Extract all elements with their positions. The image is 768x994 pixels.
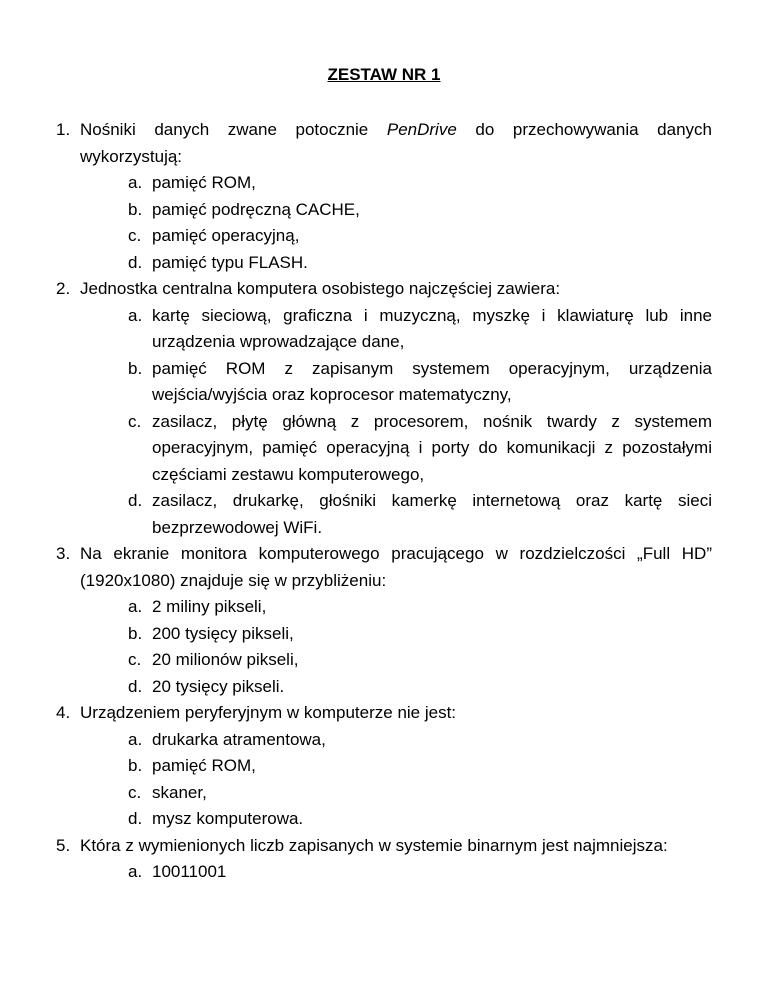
answer-item [128,859,712,886]
question-text: Na ekranie monitora komputerowego pracującego w rozdzielczości „Full HD” (1920x1080) znajduje się w przybliżeniu: [80,544,712,590]
answer-text: 200 tysięcy pikseli, [152,623,294,643]
answer-letter: d. [128,491,143,510]
question-number: 5. [56,835,71,855]
answer-item [128,170,712,197]
answer-text: zasilacz, drukarkę, głośniki kamerkę internetową oraz kartę sieci bezprzewodowej WiFi. [152,491,712,537]
question-1 [56,117,712,276]
answer-text: pamięć typu FLASH. [152,252,308,272]
answer-text: 20 milionów pikseli, [152,650,299,669]
answer-list [80,727,712,833]
question-text: Nośniki danych zwane potocznie PenDrive do przechowywania danych wykorzystują: [80,120,712,166]
answer-letter: a. [128,862,143,881]
answer-item [128,780,712,807]
answer-text: kartę sieciową, graficzna i muzyczną, myszkę i klawiaturę lub inne urządzenia wprowadzające dane, [152,305,712,351]
answer-letter: c. [128,411,142,431]
answer-letter: a. [128,305,143,325]
answer-item [128,806,712,833]
answer-item [128,197,712,224]
answer-letter: c. [128,650,142,669]
answer-text: 2 miliny pikseli, [152,597,267,616]
answer-text: pamięć ROM z zapisanym systemem operacyjnym, urządzenia wejścia/wyjścia oraz koprocesor matematyczny, [152,358,712,404]
answer-text: zasilacz, płytę główną z procesorem, nośnik twardy z systemem operacyjnym, pamięć operacyjną i porty do komunikacji z pozostałymi częściami zestawu komputerowego, [152,411,712,484]
answer-item [128,223,712,250]
answer-list [80,170,712,276]
question-list [56,117,712,886]
answer-letter: b. [128,199,143,219]
answer-text: 20 tysięcy pikseli. [152,676,285,696]
answer-item [128,488,712,541]
question-number: 2. [56,279,71,298]
pendrive-term: PenDrive [386,120,457,139]
question-text: Jednostka centralna komputera osobistego najczęściej zawiera: [80,279,561,298]
question-number: 1. [56,120,71,139]
answer-letter: a. [128,729,143,749]
answer-letter: a. [128,597,143,616]
answer-letter: b. [128,358,143,378]
answer-list [80,303,712,542]
answer-text: drukarka atramentowa, [152,729,326,749]
answer-letter: d. [128,809,143,828]
answer-item [128,303,712,356]
question-text: Urządzeniem peryferyjnym w komputerze nie jest: [80,703,457,722]
answer-text: pamięć ROM, [152,756,256,775]
question-3 [56,541,712,700]
answer-letter: b. [128,756,143,775]
answer-letter: a. [128,173,143,192]
page-title: ZESTAW NR 1 [327,65,441,84]
answer-item [128,647,712,674]
answer-item [128,250,712,277]
question-number: 4. [56,703,71,722]
question-5 [56,833,712,886]
answer-list [80,594,712,700]
answer-item [128,594,712,621]
answer-letter: d. [128,676,143,696]
answer-text: skaner, [152,782,207,802]
answer-item [128,409,712,489]
answer-text: mysz komputerowa. [152,809,304,828]
answer-letter: c. [128,226,142,245]
answer-text: pamięć ROM, [152,173,256,192]
question-number: 3. [56,544,71,563]
answer-list [80,859,712,886]
answer-item [128,674,712,701]
question-4 [56,700,712,833]
answer-item [128,621,712,648]
question-2 [56,276,712,541]
answer-item [128,753,712,780]
answer-letter: b. [128,623,143,643]
answer-text: 10011001 [152,862,227,881]
answer-item [128,356,712,409]
question-text: Która z wymienionych liczb zapisanych w systemie binarnym jest najmniejsza: [80,835,668,855]
answer-text: pamięć operacyjną, [152,226,300,245]
answer-text: pamięć podręczną CACHE, [152,199,360,219]
answer-letter: d. [128,252,143,272]
answer-letter: c. [128,782,142,802]
answer-item [128,727,712,754]
